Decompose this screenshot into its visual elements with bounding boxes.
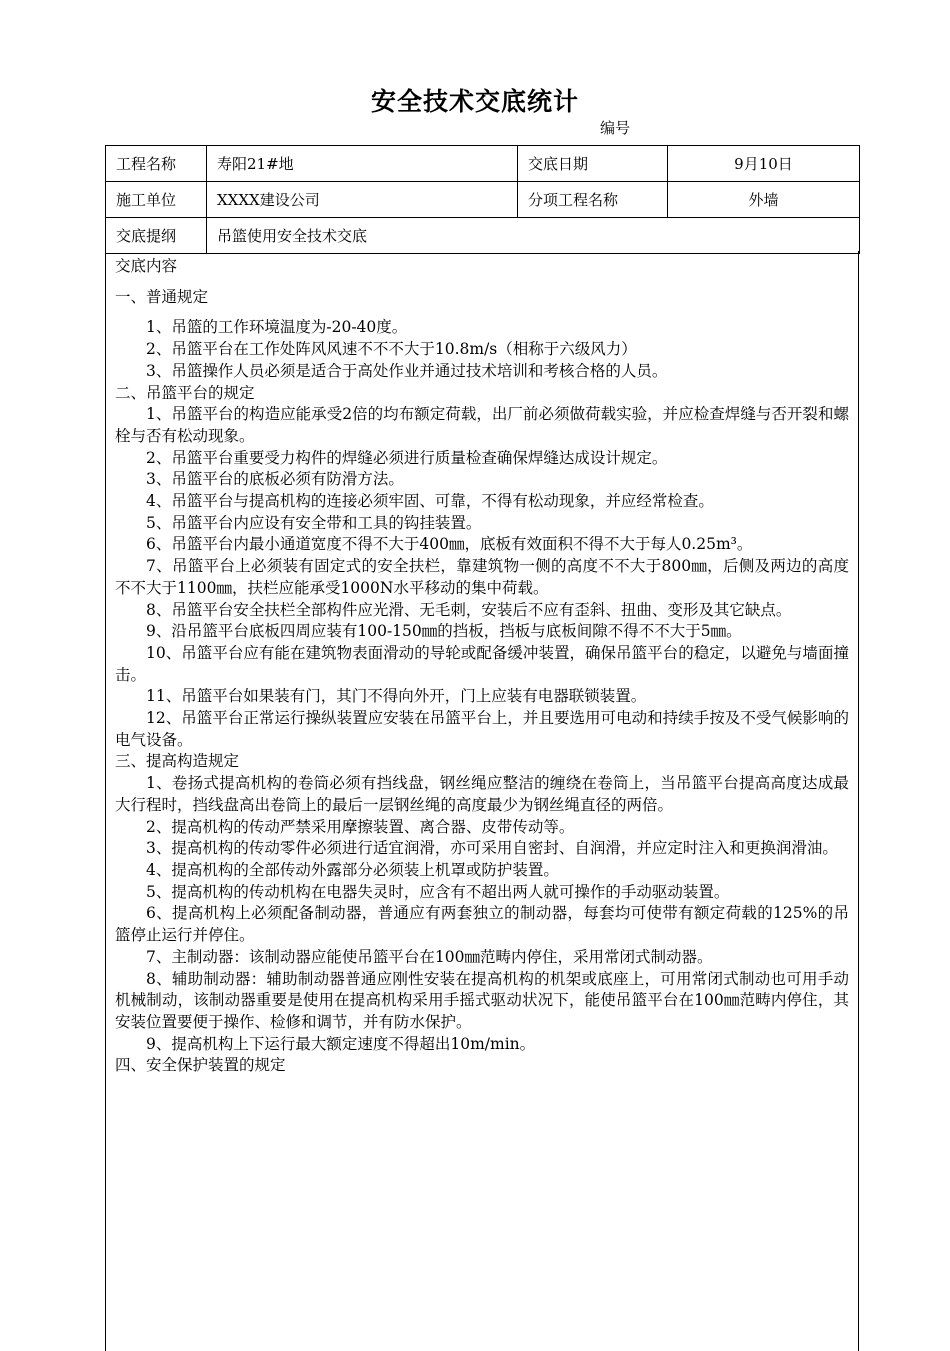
table-row xyxy=(106,182,860,218)
section-heading: 四、安全保护装置的规定 xyxy=(115,1056,286,1075)
list-item: 6、吊篮平台内最小通道宽度不得不大于400㎜，底板有效面积不得不大于每人0.25m³。 xyxy=(146,535,753,554)
content-box xyxy=(105,251,859,1351)
list-item: 4、吊篮平台与提高机构的连接必须牢固、可靠，不得有松动现象，并应经常检查。 xyxy=(146,492,714,511)
list-item: 11、吊篮平台如果装有门，其门不得向外开，门上应装有电器联锁装置。 xyxy=(146,687,647,706)
section-heading: 三、提高构造规定 xyxy=(115,752,240,771)
list-item: 2、吊篮平台重要受力构件的焊缝必须进行质量检查确保焊缝达成设计规定。 xyxy=(146,448,668,467)
disclosure-date-label: 交底日期 xyxy=(518,146,668,182)
table-row xyxy=(106,146,860,182)
list-item: 8、吊篮平台安全扶栏全部构件应光滑、无毛刺，安装后不应有歪斜、扭曲、变形及其它缺点。 xyxy=(146,600,792,619)
list-item: 1、卷扬式提高机构的卷筒必须有挡线盘，钢丝绳应整洁的缠绕在卷筒上，当吊篮平台提高高度达成最大行程时，挡线盘高出卷筒上的最后一层钢丝绳的高度最少为钢丝绳直径的两倍。 xyxy=(115,774,849,814)
list-item: 2、吊篮平台在工作处阵风风速不不不大于10.8m/s（相称于六级风力） xyxy=(146,340,637,359)
list-item: 7、主制动器：该制动器应能使吊篮平台在100㎜范畴内停住，采用常闭式制动器。 xyxy=(146,947,713,966)
list-item: 5、吊篮平台内应设有安全带和工具的钩挂装置。 xyxy=(146,513,482,532)
list-item: 7、吊篮平台上必须装有固定式的安全扶栏，靠建筑物一侧的高度不不大于800㎜，后侧及两边的高度不不大于1100㎜，扶栏应能承受1000N水平移动的集中荷载。 xyxy=(115,557,849,597)
disclosure-date-value: 9月10日 xyxy=(668,146,860,182)
construction-unit-value: XXXX建设公司 xyxy=(207,182,518,218)
list-item: 1、吊篮平台的构造应能承受2倍的均布额定荷载，出厂前必须做荷载实验，并应检查焊缝与否开裂和螺栓与否有松动现象。 xyxy=(115,405,849,445)
outline-label: 交底提纲 xyxy=(106,218,207,254)
list-item: 9、提高机构上下运行最大额定速度不得超出10m/min。 xyxy=(146,1034,536,1053)
section-heading: 一、普通规定 xyxy=(115,287,209,306)
serial-number-label: 编号 xyxy=(600,119,631,137)
list-item: 3、吊篮平台的底板必须有防滑方法。 xyxy=(146,470,404,489)
document-title: 安全技术交底统计 xyxy=(370,87,579,116)
section-heading: 二、吊篮平台的规定 xyxy=(115,383,255,402)
list-item: 9、沿吊篮平台底板四周应装有100-150㎜的挡板，挡板与底板间隙不得不不大于5㎜。 xyxy=(146,622,742,641)
content-label: 交底内容 xyxy=(115,257,178,275)
list-item: 8、辅助制动器：辅助制动器普通应刚性安装在提高机构的机架或底座上，可用常闭式制动也可用手动机械制动，该制动器重要是使用在提高机构采用手摇式驱动状况下，能使吊篮平台在100㎜范畴内停住，其安装位置要便于操作、检修和调节，并有防水保护。 xyxy=(115,969,849,1031)
project-name-value: 寿阳21#地 xyxy=(207,146,518,182)
table-row xyxy=(106,218,860,254)
list-item: 5、提高机构的传动机构在电器失灵时，应含有不超出两人就可操作的手动驱动装置。 xyxy=(146,882,730,901)
list-item: 3、提高机构的传动零件必须进行适宜润滑，亦可采用自密封、自润滑，并应定时注入和更换润滑油。 xyxy=(146,839,838,858)
list-item: 1、吊篮的工作环境温度为-20-40度。 xyxy=(146,318,408,337)
list-item: 6、提高机构上必须配备制动器，普通应有两套独立的制动器，每套均可使带有额定荷载的125%的吊篮停止运行并停住。 xyxy=(115,904,849,945)
list-item: 3、吊篮操作人员必须是适合于高处作业并通过技术培训和考核合格的人员。 xyxy=(146,361,668,380)
outline-value: 吊篮使用安全技术交底 xyxy=(207,218,860,254)
list-item: 12、吊篮平台正常运行操纵装置应安装在吊篮平台上，并且要选用可电动和持续手按及不受气候影响的电气设备。 xyxy=(115,709,849,749)
info-table xyxy=(105,145,860,254)
list-item: 4、提高机构的全部传动外露部分必须装上机罩或防护装置。 xyxy=(146,860,559,879)
list-item: 2、提高机构的传动严禁采用摩擦装置、离合器、皮带传动等。 xyxy=(146,817,575,836)
subproject-name-label: 分项工程名称 xyxy=(518,182,668,218)
construction-unit-label: 施工单位 xyxy=(106,182,207,218)
project-name-label: 工程名称 xyxy=(106,146,207,182)
list-item: 10、吊篮平台应有能在建筑物表面滑动的导轮或配备缓冲装置，确保吊篮平台的稳定，以避免与墙面撞击。 xyxy=(115,643,849,684)
subproject-name-value: 外墙 xyxy=(668,182,860,218)
